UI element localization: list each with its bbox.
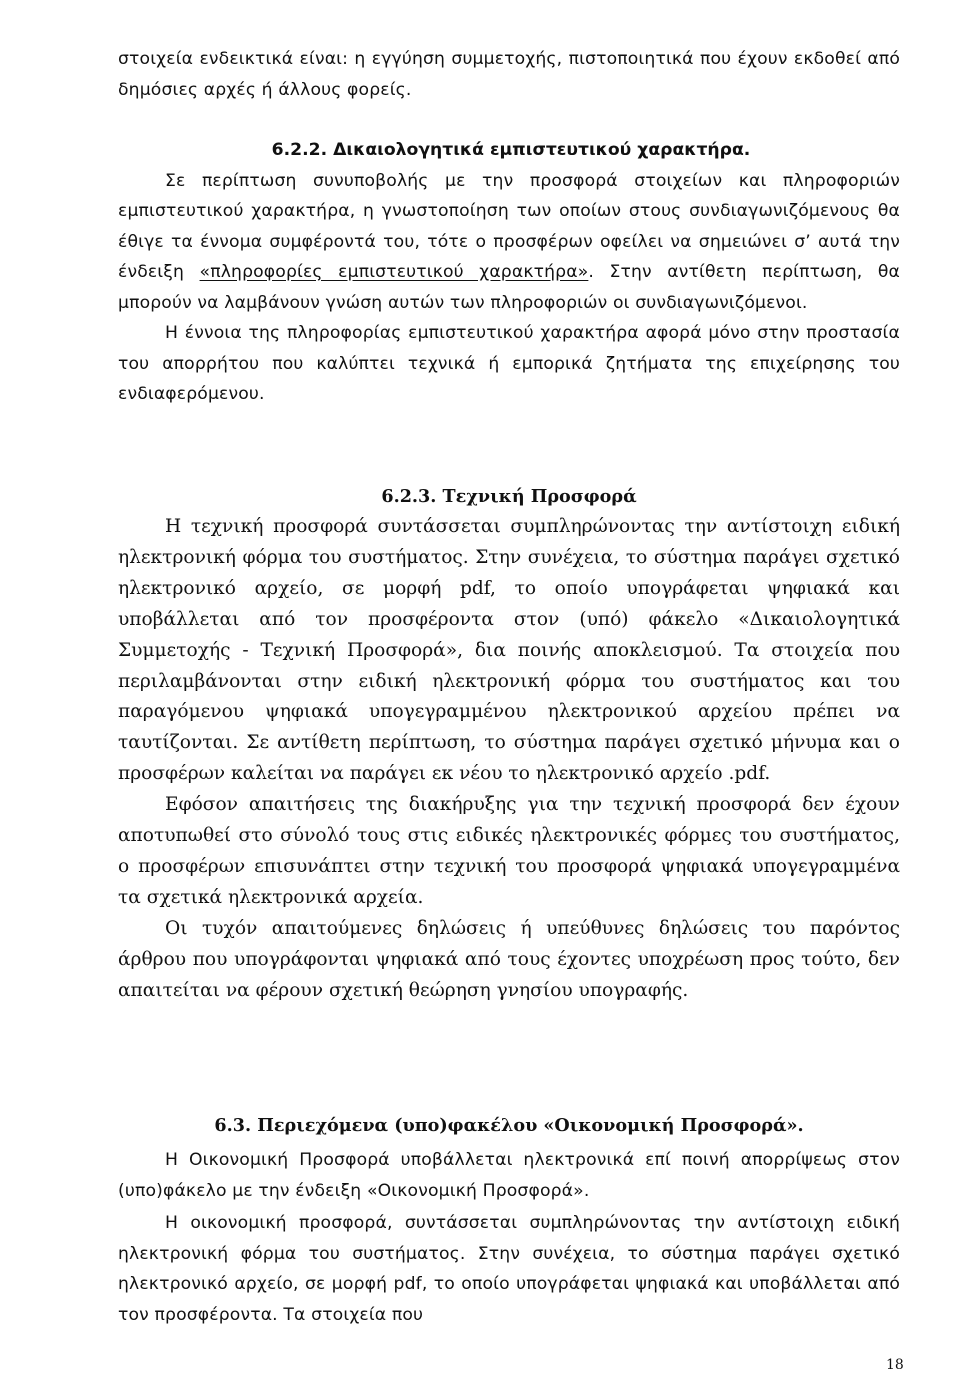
section-6-2-2 <box>118 135 900 410</box>
financial-offer-form-paragraph: Η οικονομική προσφορά, συντάσσεται συμπληρώνοντας την αντίστοιχη ειδική ηλεκτρονική φόρμα του συστήματος. Στην συνέχεια, το σύστημα παράγει σχετικό ηλεκτρονικό αρχείο, σε μορφή pdf, το οποίο υπογράφεται ψηφιακά και υποβάλλεται από τον προσφέροντα. Τα στοιχεία που <box>118 1213 900 1325</box>
section-6-2-3 <box>118 482 900 1007</box>
page-number: 18 <box>886 1357 904 1373</box>
section-heading-6-2-2: 6.2.2. Δικαιολογητικά εμπιστευτικού χαρακτήρα. <box>271 140 751 160</box>
confidential-text-after: . Στην αντίθετη περίπτωση, θα μπορούν να λαμβάνουν γνώση αυτών των πληροφοριών οι συνδιαγωνιζόμενοι. <box>118 262 901 313</box>
technical-offer-paragraph: Η τεχνική προσφορά συντάσσεται συμπληρώνοντας την αντίστοιχη ειδική ηλεκτρονική φόρμα του συστήματος. Στην συνέχεια, το σύστημα παράγει σχετικό ηλεκτρονικό αρχείο, σε μορφή pdf, το οποίο υπογράφεται ψηφιακά και υποβάλλεται από τον προσφέροντα στον (υπό) φάκελο «Δικαιολογητικά Συμμετοχής - Τεχνική Προσφορά», δια ποινής αποκλεισμού. Τα στοιχεία που περιλαμβάνονται στην ειδική ηλεκτρονική φόρμα του συστήματος και του παραγόμενου ψηφιακά υπογεγραμμένου ηλεκτρονικού αρχείου πρέπει να ταυτίζονται. Σε αντίθετη περίπτωση, το σύστημα παράγει σχετικό μήνυμα και ο προσφέρων καλείται να παράγει εκ νέου το ηλεκτρονικό αρχείο .pdf. <box>118 516 900 785</box>
intro-paragraph: στοιχεία ενδεικτικά είναι: η εγγύηση συμμετοχής, πιστοποιητικά που έχουν εκδοθεί από δημόσιες αρχές ή άλλους φορείς. <box>118 49 900 100</box>
confidential-marking-label: «πληροφορίες εμπιστευτικού χαρακτήρα» <box>199 262 589 282</box>
section-heading-6-3: 6.3. Περιεχόμενα (υπο)φακέλου «Οικονομική Προσφορά». <box>214 1115 804 1136</box>
declarations-paragraph: Οι τυχόν απαιτούμενες δηλώσεις ή υπεύθυνες δηλώσεις του παρόντος άρθρου που υπογράφονται ψηφιακά από τους έχοντες υποχρέωση προς τούτο, δεν απαιτείται να φέρουν σχετική θεώρηση γνησίου υπογραφής. <box>118 917 900 1001</box>
intro-paragraph-block <box>118 44 900 105</box>
confidential-paragraph <box>118 166 900 319</box>
confidential-text-before: Σε περίπτωση συνυποβολής με την προσφορά στοιχείων και πληροφοριών εμπιστευτικού χαρακτήρα, η γνωστοποίηση των οποίων στους συνδιαγωνιζόμενους θα έθιγε τα έννομα συμφέροντά του, τότε ο προσφέρων οφείλει να σημειώνει σ’ αυτά την ένδειξη <box>118 170 900 282</box>
financial-offer-submission-paragraph: Η Οικονομική Προσφορά υποβάλλεται ηλεκτρονικά επί ποινή απορρίψεως στον (υπο)φάκελο με την ένδειξη «Οικονομική Προσφορά». <box>118 1150 900 1201</box>
technical-attachments-paragraph: Εφόσον απαιτήσεις της διακήρυξης για την τεχνική προσφορά δεν έχουν αποτυπωθεί στο σύνολό τους στις ειδικές ηλεκτρονικές φόρμες του συστήματος, ο προσφέρων επισυνάπτει στην τεχνική του προσφορά ψηφιακά υπογεγραμμένα τα σχετικά ηλεκτρονικά αρχεία. <box>118 794 900 908</box>
section-6-3 <box>118 1111 900 1330</box>
confidential-definition-paragraph: Η έννοια της πληροφορίας εμπιστευτικού χαρακτήρα αφορά μόνο στην προστασία του απορρήτου που καλύπτει τεχνικά ή εμπορικά ζητήματα της επιχείρησης του ενδιαφερόμενου. <box>118 323 900 404</box>
section-heading-6-2-3: 6.2.3. Τεχνική Προσφορά <box>381 486 637 507</box>
